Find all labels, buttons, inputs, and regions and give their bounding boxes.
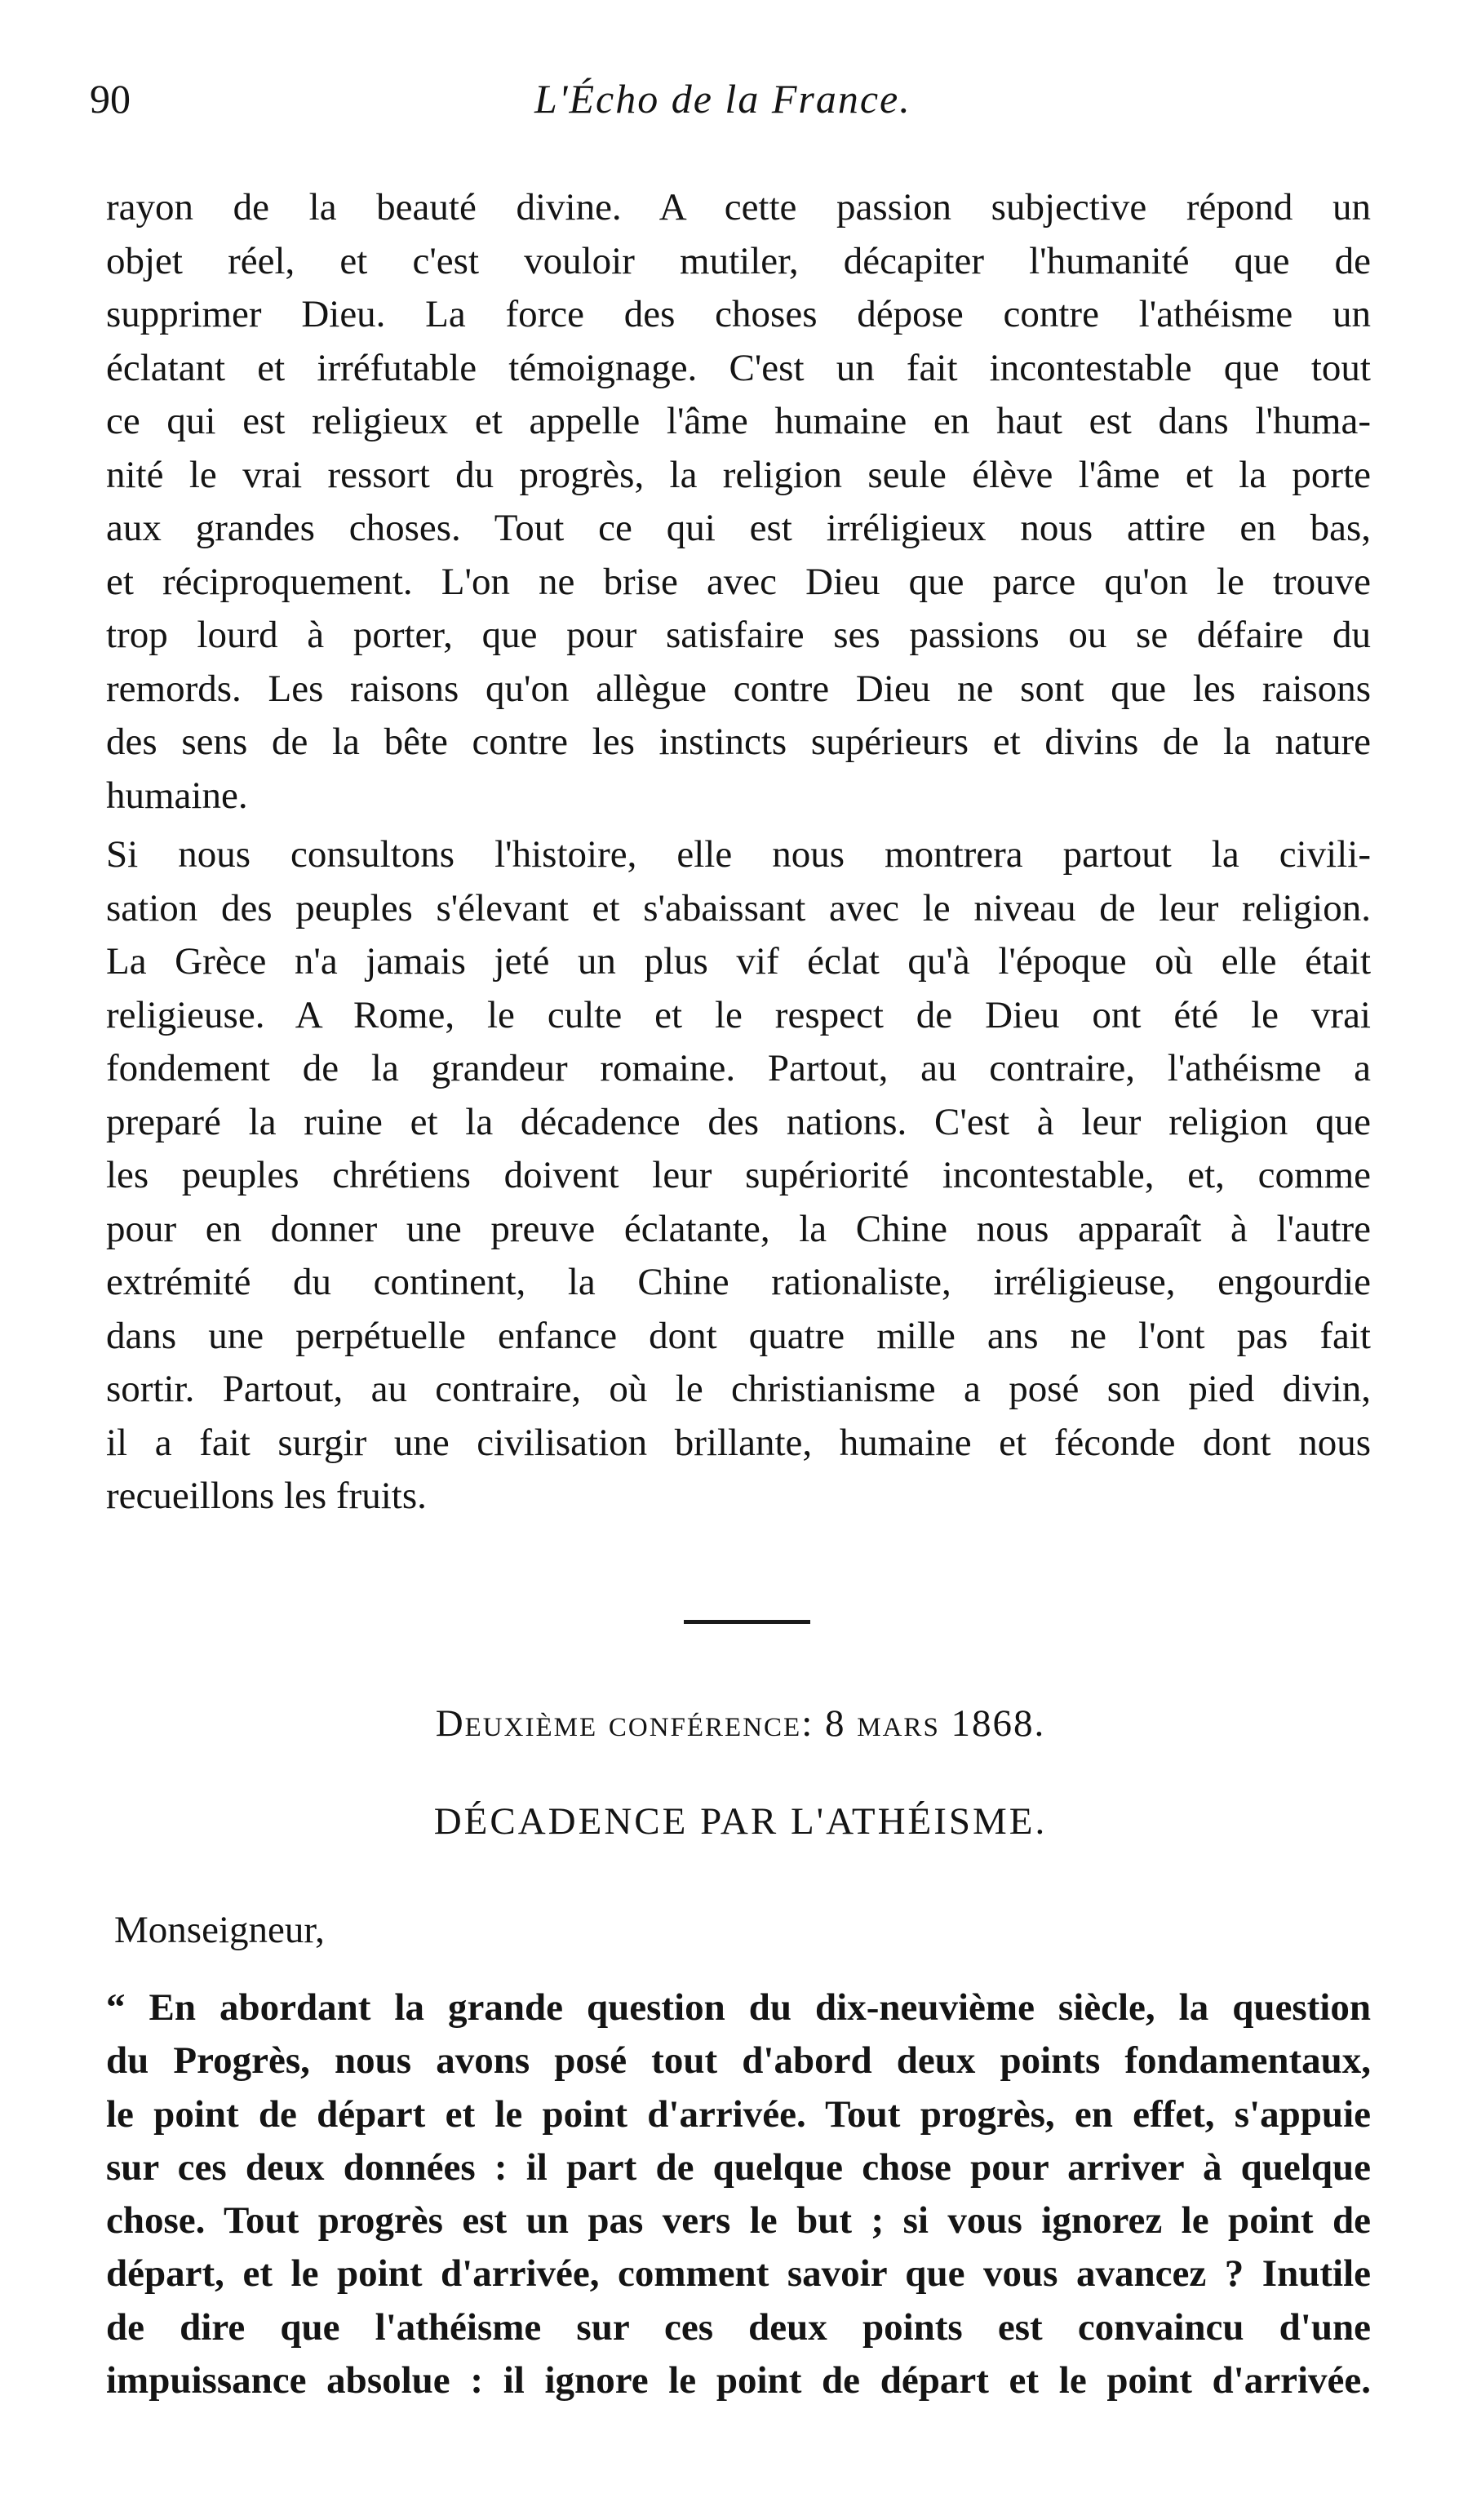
text-line: ce qui est religieux et appelle l'âme humaine en haut est dans l'huma-	[106, 400, 1371, 442]
text-line: dans une perpétuelle enfance dont quatre mille ans ne l'ont pas fait	[106, 1314, 1371, 1357]
text-line: et réciproquement. L'on ne brise avec Dieu que parce qu'on le trouve	[106, 560, 1371, 603]
text-line: il a fait surgir une civilisation brillante, humaine et féconde dont nous	[106, 1421, 1371, 1464]
text-line: le point de départ et le point d'arrivée. Tout progrès, en effet, s'appuie	[106, 2092, 1371, 2136]
text-line: chose. Tout progrès est un pas vers le but ; si vous ignorez le point de	[106, 2199, 1371, 2243]
running-title: L'Écho de la France.	[534, 76, 911, 122]
text-line: rayon de la beauté divine. A cette passion subjective répond un	[106, 186, 1371, 228]
text-line: aux grandes choses. Tout ce qui est irréligieux nous attire en bas,	[106, 507, 1371, 549]
paragraph-2	[106, 828, 1371, 1524]
text-line: “ En abordant la grande question du dix-neuvième siècle, la question	[106, 1986, 1371, 2029]
text-line: de dire que l'athéisme sur ces deux points est convaincu d'une	[106, 2305, 1371, 2349]
text-line: humaine.	[106, 774, 248, 817]
text-line: extrémité du continent, la Chine rationaliste, irréligieuse, engourdie	[106, 1261, 1371, 1303]
text-line: preparé la ruine et la décadence des nations. C'est à leur religion que	[106, 1100, 1371, 1143]
text-line: sation des peuples s'élevant et s'abaissant avec le niveau de leur religion.	[106, 886, 1371, 929]
text-line: nité le vrai ressort du progrès, la religion seule élève l'âme et la porte	[106, 453, 1371, 496]
text-line: remords. Les raisons qu'on allègue contre Dieu ne sont que les raisons	[106, 667, 1371, 710]
text-line: sur ces deux données : il part de quelque chose pour arriver à quelque	[106, 2145, 1371, 2189]
page-number: 90	[90, 76, 131, 122]
text-line: les peuples chrétiens doivent leur supériorité incontestable, et, comme	[106, 1154, 1371, 1196]
text-line: La Grèce n'a jamais jeté un plus vif éclat qu'à l'époque où elle était	[106, 940, 1371, 983]
text-line: sortir. Partout, au contraire, où le christianisme a posé son pied divin,	[106, 1368, 1371, 1410]
paragraph-1	[106, 181, 1371, 823]
running-head	[90, 75, 1371, 140]
text-line: objet réel, et c'est vouloir mutiler, décapiter l'humanité que de	[106, 239, 1371, 282]
conference-title: Deuxième conférence: 8 mars 1868.	[435, 1702, 1046, 1745]
text-line: éclatant et irréfutable témoignage. C'est un fait incontestable que tout	[106, 346, 1371, 389]
text-line: recueillons les fruits.	[106, 1475, 427, 1517]
text-line: trop lourd à porter, que pour satisfaire ses passions ou se défaire du	[106, 614, 1371, 656]
text-line: départ, et le point d'arrivée, comment savoir que vous avancez ? Inutile	[106, 2252, 1371, 2296]
text-line: pour en donner une preuve éclatante, la Chine nous apparaît à l'autre	[106, 1207, 1371, 1250]
paragraph-3	[106, 1981, 1371, 2407]
text-line: Si nous consultons l'histoire, elle nous montrera partout la civili-	[106, 833, 1371, 876]
text-line: supprimer Dieu. La force des choses dépose contre l'athéisme un	[106, 293, 1371, 335]
text-line: religieuse. A Rome, le culte et le respect de Dieu ont été le vrai	[106, 993, 1371, 1036]
text-line: fondement de la grandeur romaine. Partout, au contraire, l'athéisme a	[106, 1047, 1371, 1089]
section-divider	[684, 1620, 810, 1624]
salutation: Monseigneur,	[114, 1909, 325, 1951]
text-line: impuissance absolue : il ignore le point de départ et le point d'arrivée.	[106, 2359, 1371, 2402]
section-title: DÉCADENCE PAR L'ATHÉISME.	[433, 1800, 1048, 1843]
text-line: du Progrès, nous avons posé tout d'abord deux points fondamentaux,	[106, 2039, 1371, 2083]
text-line: des sens de la bête contre les instincts supérieurs et divins de la nature	[106, 721, 1371, 763]
